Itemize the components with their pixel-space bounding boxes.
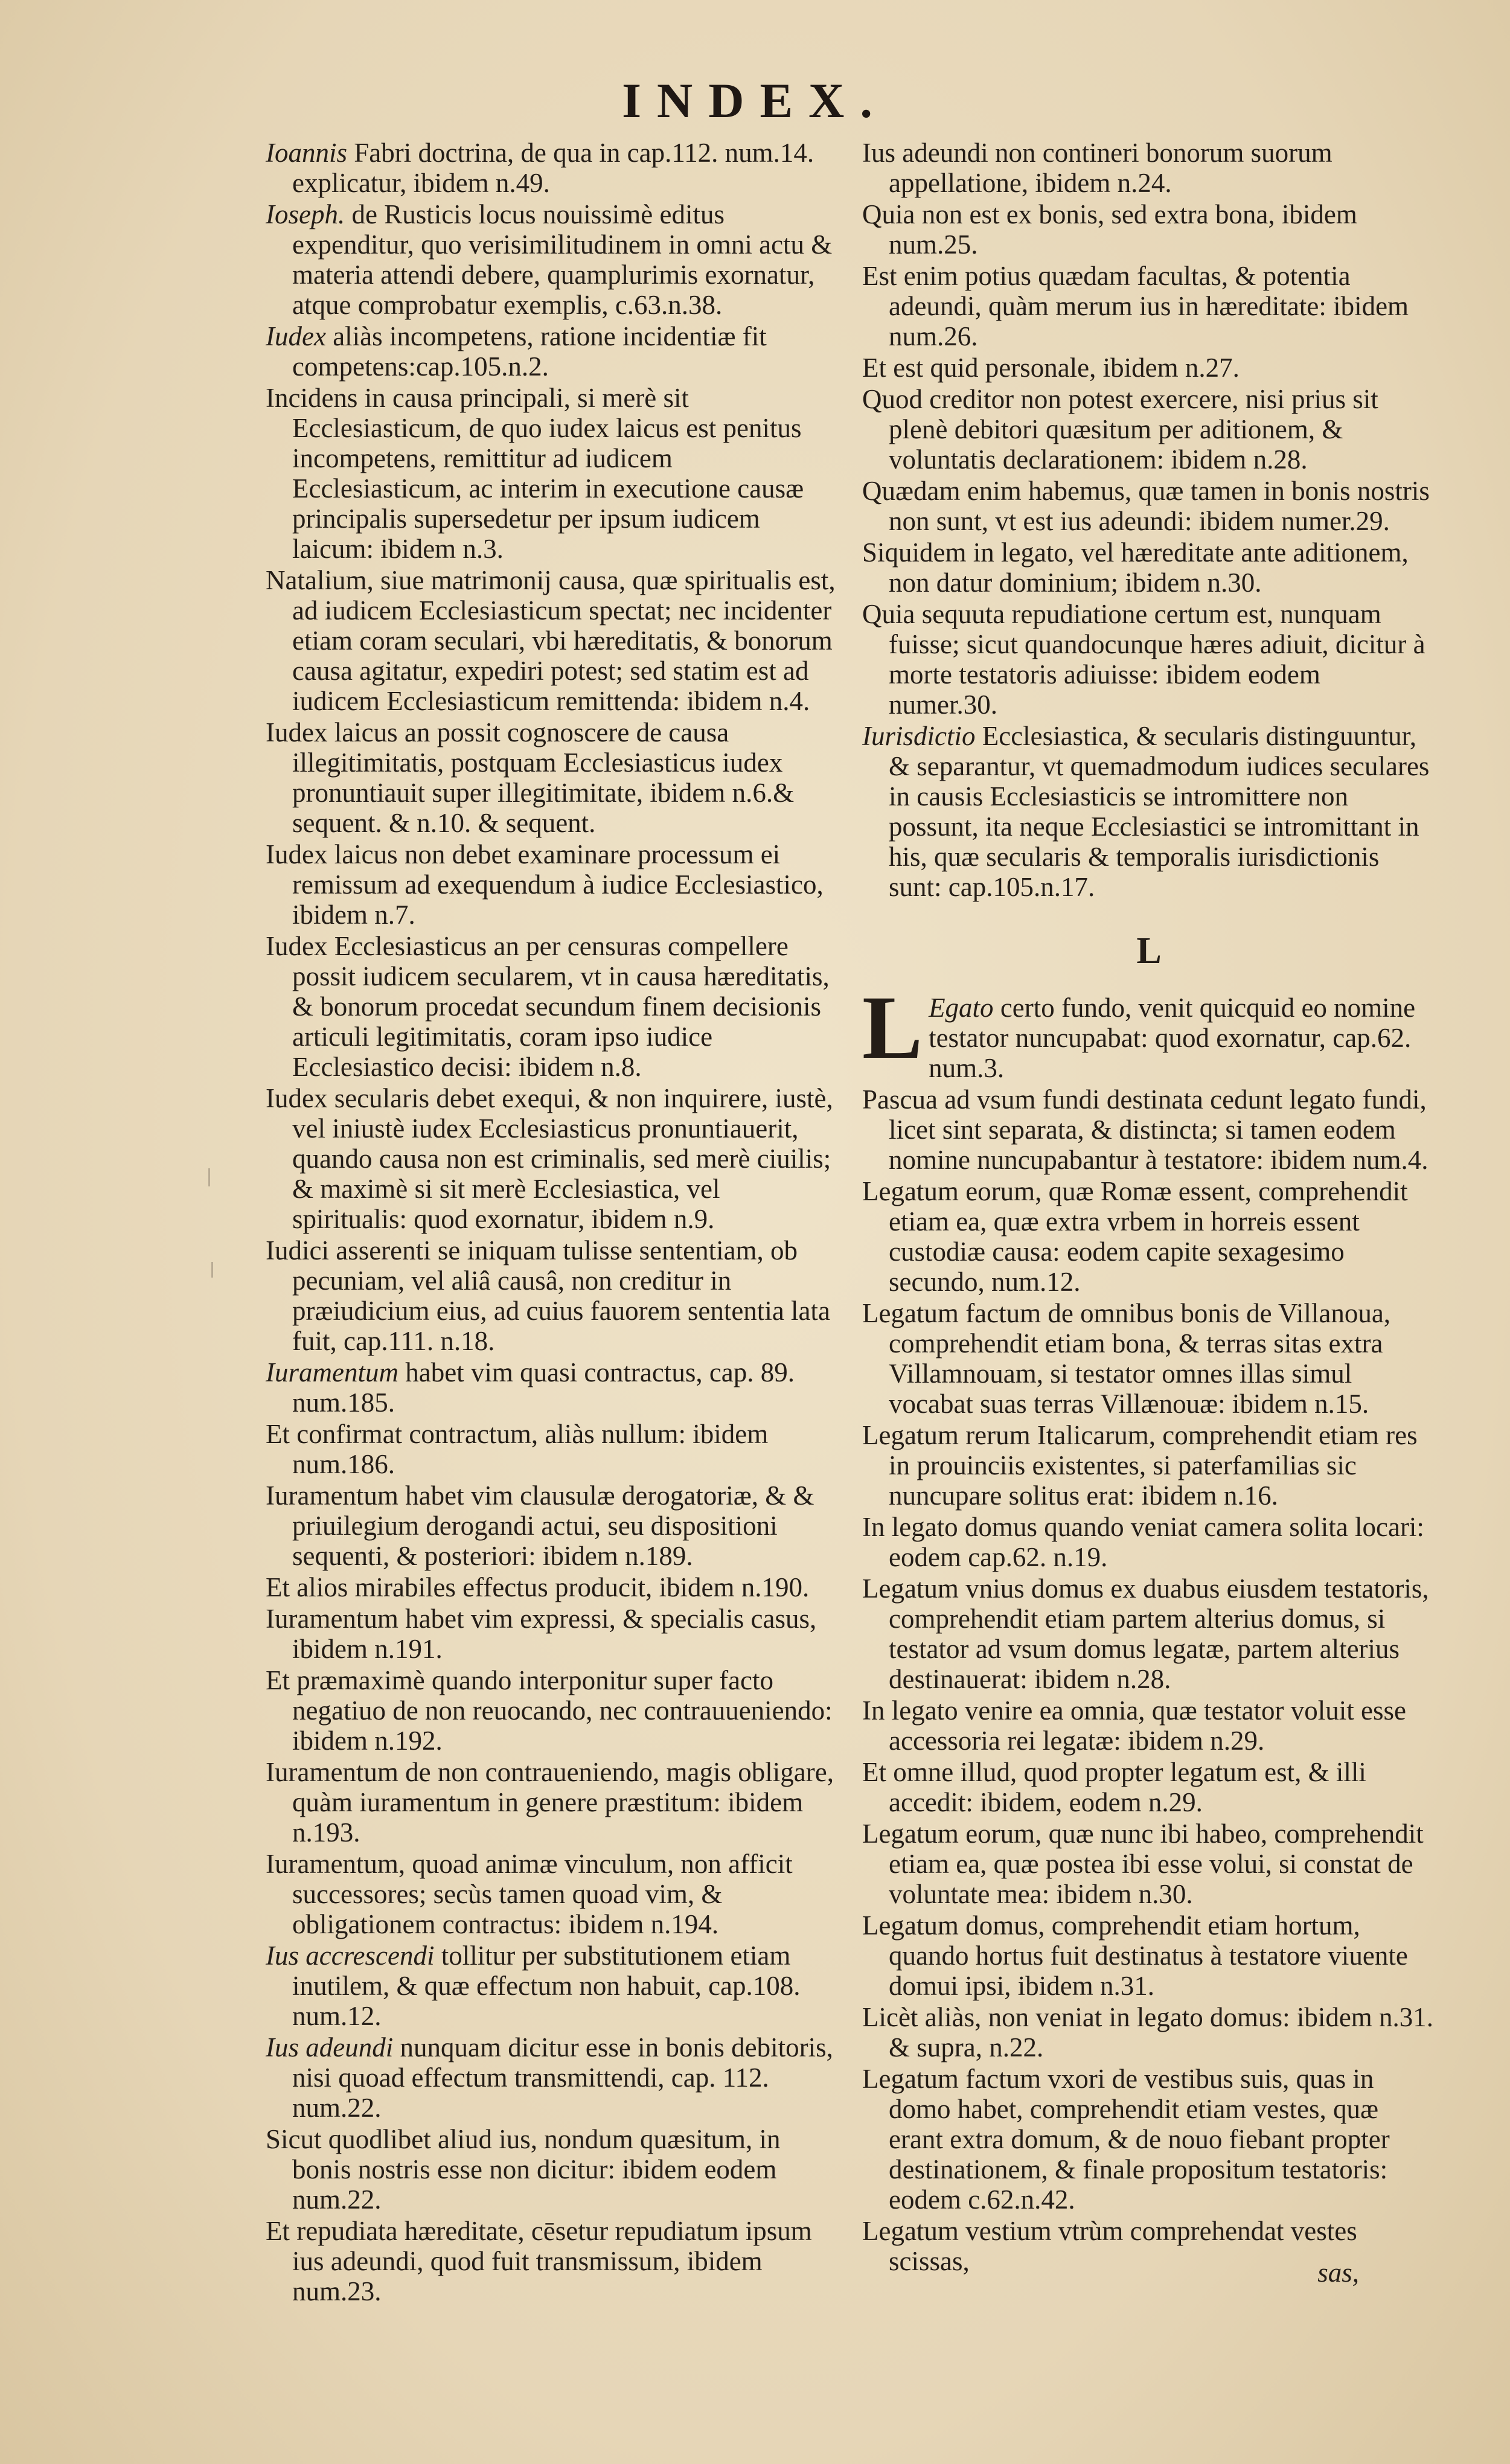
right-column-top [862,138,1436,902]
index-entry [266,2032,839,2123]
index-entry [266,1235,839,1356]
entry-text: Legatum rerum Italicarum, comprehendit etiam res in prouinciis existentes, si paterfamilias sic nuncupare solitus erat: ibidem n.16. [862,1420,1418,1511]
margin-mark [208,1168,210,1186]
entry-lemma: Ius adeundi [266,2032,394,2062]
index-entry-first-L [862,978,1436,1083]
entry-lemma: Iudex [266,321,326,351]
index-entry [266,2216,839,2306]
entry-text: Quædam enim habemus, quæ tamen in bonis nostris non sunt, vt est ius adeundi: ibidem numer.29. [862,476,1430,536]
entry-text: Legatum eorum, quæ nunc ibi habeo, comprehendit etiam ea, quæ postea ibi esse volui, si constat de voluntate mea: ibidem n.30. [862,1819,1424,1909]
index-entry [862,599,1436,720]
section-letter: L [1136,930,1162,971]
index-entry [862,1298,1436,1419]
entry-text: Licèt aliàs, non veniat in legato domus: ibidem n.31. & supra, n.22. [862,2002,1434,2062]
entry-text: Legatum vestium vtrùm comprehendat vestes scissas, [862,2216,1357,2276]
index-entry [266,1665,839,1756]
entry-text: Sicut quodlibet aliud ius, nondum quæsitum, in bonis nostris esse non dicitur: ibidem eodem num.22. [266,2124,781,2215]
entry-text: Iuramentum, quoad animæ vinculum, non afficit successores; secùs tamen quoad vim, & obligationem contractus: ibidem n.194. [266,1849,793,1939]
index-entry [266,1083,839,1234]
index-entry [862,721,1436,902]
page-title: INDEX. [622,73,888,128]
index-entry [862,476,1436,536]
entry-text: aliàs incompetens, ratione incidentiæ fit competens:cap.105.n.2. [292,321,767,382]
index-entry [266,1480,839,1571]
entry-text: Et omne illud, quod propter legatum est, & illi accedit: ibidem, eodem n.29. [862,1757,1366,1817]
right-column [862,138,1436,2277]
index-entry [266,199,839,320]
index-entry [266,717,839,838]
entry-text: Iuramentum habet vim expressi, & specialis casus, ibidem n.191. [266,1604,817,1664]
index-entry [266,1941,839,2031]
index-entry [266,839,839,930]
entry-text: Legatum vnius domus ex duabus eiusdem testatoris, comprehendit etiam partem alterius domus, si testator ad vsum domus legatæ, partem alterius destinauerat: ibidem n.28. [862,1573,1429,1694]
index-entry [862,138,1436,198]
entry-text: Iudex laicus an possit cognoscere de causa illegitimitatis, postquam Ecclesiasticus iudex pronuntiauit super illegitimitate, ibidem n.6.& sequent. & n.10. & sequent. [266,717,795,838]
entry-text: Quia non est ex bonis, sed extra bona, ibidem num.25. [862,199,1357,260]
entry-text: Et confirmat contractum, aliàs nullum: ibidem num.186. [266,1419,769,1479]
entry-text: Legatum factum de omnibus bonis de Villanoua, comprehendit etiam bona, & terras sitas extra Villamnouam, si testator omnes illas simul vocabat suas terras Villænouæ: ibidem n.15. [862,1298,1391,1419]
index-entry [266,1419,839,1479]
index-entry [862,353,1436,383]
index-entry [862,384,1436,475]
index-entry [862,1695,1436,1756]
entry-text: Siquidem in legato, vel hæreditate ante aditionem, non datur dominium; ibidem n.30. [862,537,1409,598]
index-entry [266,1849,839,1939]
entry-text: Et alios mirabiles effectus producit, ibidem n.190. [266,1572,810,1602]
entry-lemma: Ioseph. [266,199,345,229]
entry-lemma: Ioannis [266,138,347,168]
entry-lemma: Ius accrescendi [266,1941,435,1971]
index-entry [266,1357,839,1418]
index-entry [862,261,1436,351]
entry-text: Et repudiata hæreditate, cēsetur repudiatum ipsum ius adeundi, quod fuit transmissum, ibidem num.23. [266,2216,812,2306]
entry-text: Iuramentum de non contraueniendo, magis obligare, quàm iuramentum in genere præstitum: ibidem n.193. [266,1757,834,1848]
entry-lemma: Iuramentum [266,1357,398,1387]
index-entry [266,931,839,1082]
index-entry [266,2124,839,2215]
right-column-bottom [862,1084,1436,2276]
index-entry [862,1573,1436,1694]
entry-text: Natalium, siue matrimonij causa, quæ spiritualis est, ad iudicem Ecclesiasticum spectat; nec incidenter etiam coram seculari, vbi hæreditatis, & bonorum causa agitatur, expediri potest; sed statim est ad iudicem Ecclesiasticum remittenda: ibidem n.4. [266,565,836,716]
index-entry [862,537,1436,598]
entry-text: Iudici asserenti se iniquam tulisse sententiam, ob pecuniam, vel aliâ causâ, non creditur in præiudicium eius, ad cuius fauorem sententia lata fuit, cap.111. n.18. [266,1235,830,1356]
entry-text: Iudex Ecclesiasticus an per censuras compellere possit iudicem secularem, vt in causa hæreditatis, & bonorum procedat secundum finem decisionis articuli legitimitatis, coram ipso iudice Ecclesiastico decisi: ibidem n.8. [266,931,830,1082]
entry-text: Quia sequuta repudiatione certum est, nunquam fuisse; sicut quandocunque hæres adiuit, dicitur à morte testatoris adiuisse: ibidem eodem numer.30. [862,599,1425,720]
entry-text: Quod creditor non potest exercere, nisi prius sit plenè debitori quæsitum per aditionem, & voluntatis declarationem: ibidem n.28. [862,384,1378,475]
entry-text: Est enim potius quædam facultas, & potentia adeundi, quàm merum ius in hæreditate: ibidem num.26. [862,261,1409,351]
entry-text: certo fundo, venit quicquid eo nomine testator nuncupabat: quod exornatur, cap.62. num.3. [929,993,1416,1083]
entry-text: Pascua ad vsum fundi destinata cedunt legato fundi, licet sint separata, & distincta; si tamen eodem nomine nuncupabantur à testatore: ibidem num.4. [862,1084,1428,1175]
entry-lemma: Iurisdictio [862,721,976,751]
entry-text: Iuramentum habet vim clausulæ derogatoriæ, & & priuilegium derogandi actui, seu dispositioni sequenti, & posteriori: ibidem n.189. [266,1480,814,1571]
entry-text: Iudex secularis debet exequi, & non inquirere, iustè, vel iniustè iudex Ecclesiasticus pronuntiauerit, quando causa non est criminalis, sed merè ciuilis; & maximè si sit merè Ecclesiastica, vel spiritualis: quod exornatur, ibidem n.9. [266,1083,833,1234]
entry-text: In legato venire ea omnia, quæ testator voluit esse accessoria rei legatæ: ibidem n.29. [862,1695,1406,1756]
margin-mark [211,1262,213,1278]
entry-text: Et est quid personale, ibidem n.27. [862,353,1240,383]
entry-text: nunquam dicitur esse in bonis debitoris, nisi quoad effectum transmittendi, cap. 112. num.22. [292,2032,833,2123]
entry-text: tollitur per substitutionem etiam inutilem, & quæ effectum non habuit, cap.108. num.12. [292,1941,801,2031]
entry-text: Legatum domus, comprehendit etiam hortum, quando hortus fuit destinatus à testatore viuente domui ipsi, ibidem n.31. [862,1910,1408,2001]
entry-text: Incidens in causa principali, si merè sit Ecclesiasticum, de quo iudex laicus est penitus incompetens, remittitur ad iudicem Ecclesiasticum, ac interim in executione causæ principalis supersedetur per ipsum iudicem laicum: ibidem n.3. [266,383,804,564]
entry-text: Fabri doctrina, de qua in cap.112. num.14. explicatur, ibidem n.49. [292,138,814,198]
entry-text: In legato domus quando veniat camera solita locari: eodem cap.62. n.19. [862,1512,1424,1572]
left-column [266,138,839,2308]
index-entry [266,1757,839,1848]
entry-text: Ius adeundi non contineri bonorum suorum appellatione, ibidem n.24. [862,138,1332,198]
index-entry [266,138,839,198]
index-entry [862,1757,1436,1817]
index-entry [862,1512,1436,1572]
index-entry [862,1084,1436,1175]
index-entry [862,1176,1436,1297]
index-entry [862,1819,1436,1909]
entry-text: habet vim quasi contractus, cap. 89. num.185. [292,1357,795,1418]
index-entry [266,1604,839,1664]
entry-text: de Rusticis locus nouissimè editus expenditur, quo verisimilitudinem in omni actu & materia attendi debere, quamplurimis exornatur, atque comprobatur exemplis, c.63.n.38. [292,199,833,320]
entry-text: Et præmaximè quando interponitur super facto negatiuo de non reuocando, nec contrauueniendo: ibidem n.192. [266,1665,833,1756]
index-entry [862,1420,1436,1511]
drop-cap: L [862,978,923,1078]
index-entry [862,2002,1436,2062]
index-entry [862,2064,1436,2215]
entry-text: Iudex laicus non debet examinare processum ei remissum ad exequendum à iudice Ecclesiastico, ibidem n.7. [266,839,824,930]
index-entry [862,199,1436,260]
index-entry [266,565,839,716]
catchword: sas, [1317,2258,1359,2288]
entry-text: Legatum factum vxori de vestibus suis, quas in domo habet, comprehendit etiam vestes, quæ erant extra domum, & de nouo fiebant propter destinationem, & finale propositum testatoris: eodem c.62.n.42. [862,2064,1390,2215]
index-entry [266,383,839,564]
index-entry [266,1572,839,1602]
entry-lemma: Egato [929,993,994,1023]
index-entry [266,321,839,382]
entry-text: Legatum eorum, quæ Romæ essent, comprehendit etiam ea, quæ extra vrbem in horreis essent custodiæ causa: eodem capite sexagesimo secundo, num.12. [862,1176,1408,1297]
index-entry [862,1910,1436,2001]
entry-text: Ecclesiastica, & secularis distinguuntur, & separantur, vt quemadmodum iudices seculares in causis Ecclesiasticis se intromittere non possunt, ita neque Ecclesiastici se intromittant in his, quæ secularis & temporalis iurisdictionis sunt: cap.105.n.17. [889,721,1430,902]
